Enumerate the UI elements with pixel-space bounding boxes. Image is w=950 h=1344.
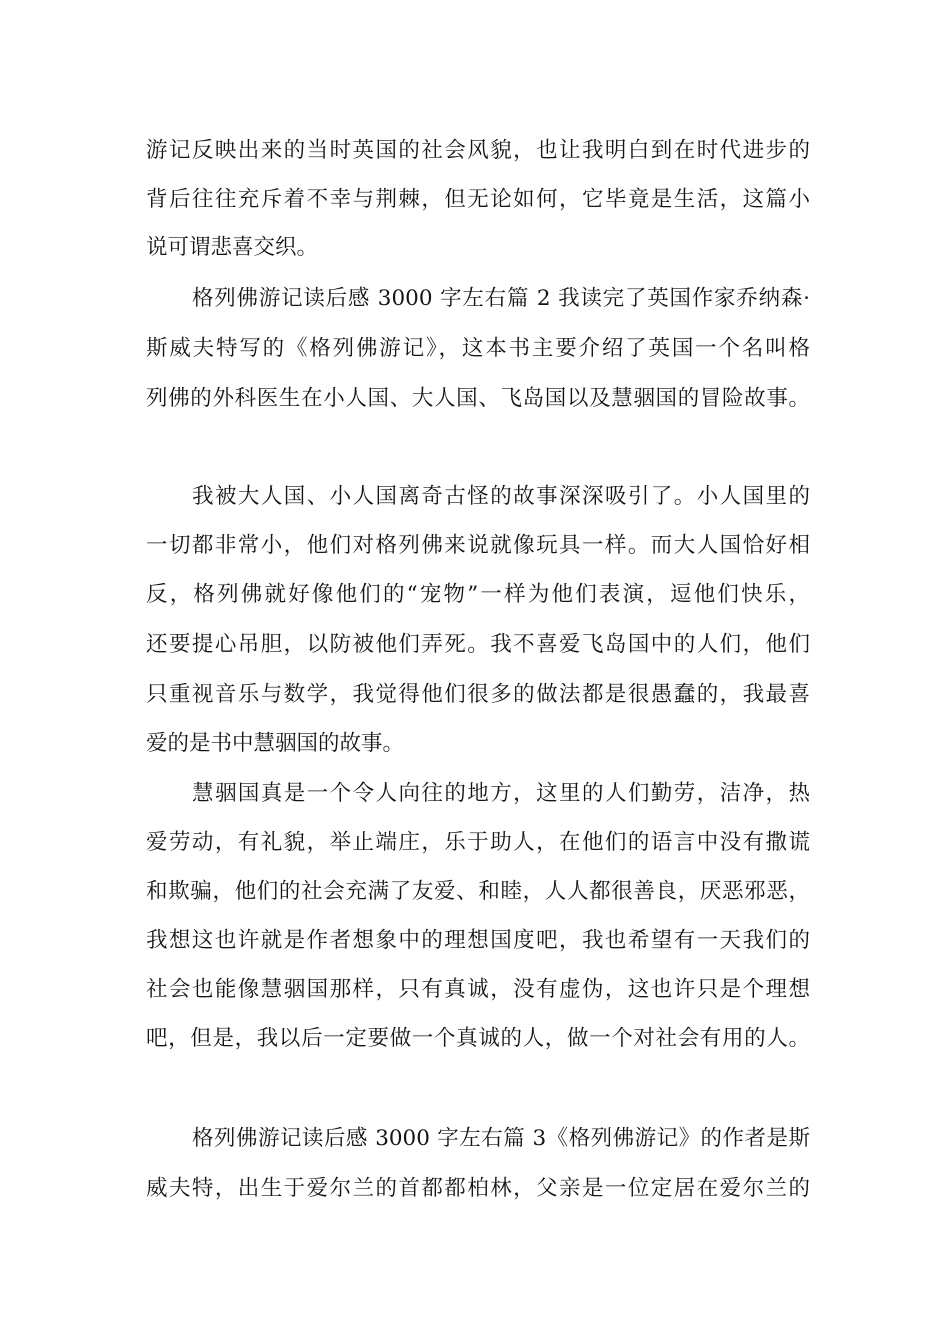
text-line: 爱的是书中慧骃国的故事。 xyxy=(146,731,405,756)
text-line: 说可谓悲喜交织。 xyxy=(146,235,319,260)
text-line: 只重视音乐与数学，我觉得他们很多的做法都是很愚蠢的，我最喜 xyxy=(146,682,810,707)
text-line: 格列佛游记读后感 3000 字左右篇 3《格列佛游记》的作者是斯 xyxy=(192,1126,810,1151)
text-line: 一切都非常小，他们对格列佛来说就像玩具一样。而大人国恰好相 xyxy=(146,533,810,558)
text-line: 格列佛游记读后感 3000 字左右篇 2 我读完了英国作家乔纳森· xyxy=(192,286,810,311)
text-line: 列佛的外科医生在小人国、大人国、飞岛国以及慧骃国的冒险故事。 xyxy=(146,386,810,411)
text-line: 我被大人国、小人国离奇古怪的故事深深吸引了。小人国里的 xyxy=(192,484,810,509)
text-line: 社会也能像慧骃国那样，只有真诚，没有虚伪，这也许只是个理想 xyxy=(146,977,810,1002)
text-line: 还要提心吊胆，以防被他们弄死。我不喜爱飞岛国中的人们，他们 xyxy=(146,632,810,657)
text-line: 慧骃国真是一个令人向往的地方，这里的人们勤劳，洁净，热 xyxy=(192,781,810,806)
text-line: 爱劳动，有礼貌，举止端庄，乐于助人，在他们的语言中没有撒谎 xyxy=(146,830,810,855)
text-line: 威夫特，出生于爱尔兰的首都都柏林，父亲是一位定居在爱尔兰的 xyxy=(146,1176,810,1201)
text-line: 背后往往充斥着不幸与荆棘，但无论如何，它毕竟是生活，这篇小 xyxy=(146,187,810,212)
text-line: 吧，但是，我以后一定要做一个真诚的人，做一个对社会有用的人。 xyxy=(146,1026,810,1051)
text-line: 斯威夫特写的《格列佛游记》，这本书主要介绍了英国一个名叫格 xyxy=(146,336,810,361)
text-line: 和欺骗，他们的社会充满了友爱、和睦，人人都很善良，厌恶邪恶， xyxy=(146,879,810,904)
text-line: 反，格列佛就好像他们的“宠物”一样为他们表演，逗他们快乐， xyxy=(146,582,810,607)
text-line: 我想这也许就是作者想象中的理想国度吧，我也希望有一天我们的 xyxy=(146,928,810,953)
text-line: 游记反映出来的当时英国的社会风貌，也让我明白到在时代进步的 xyxy=(146,138,810,163)
